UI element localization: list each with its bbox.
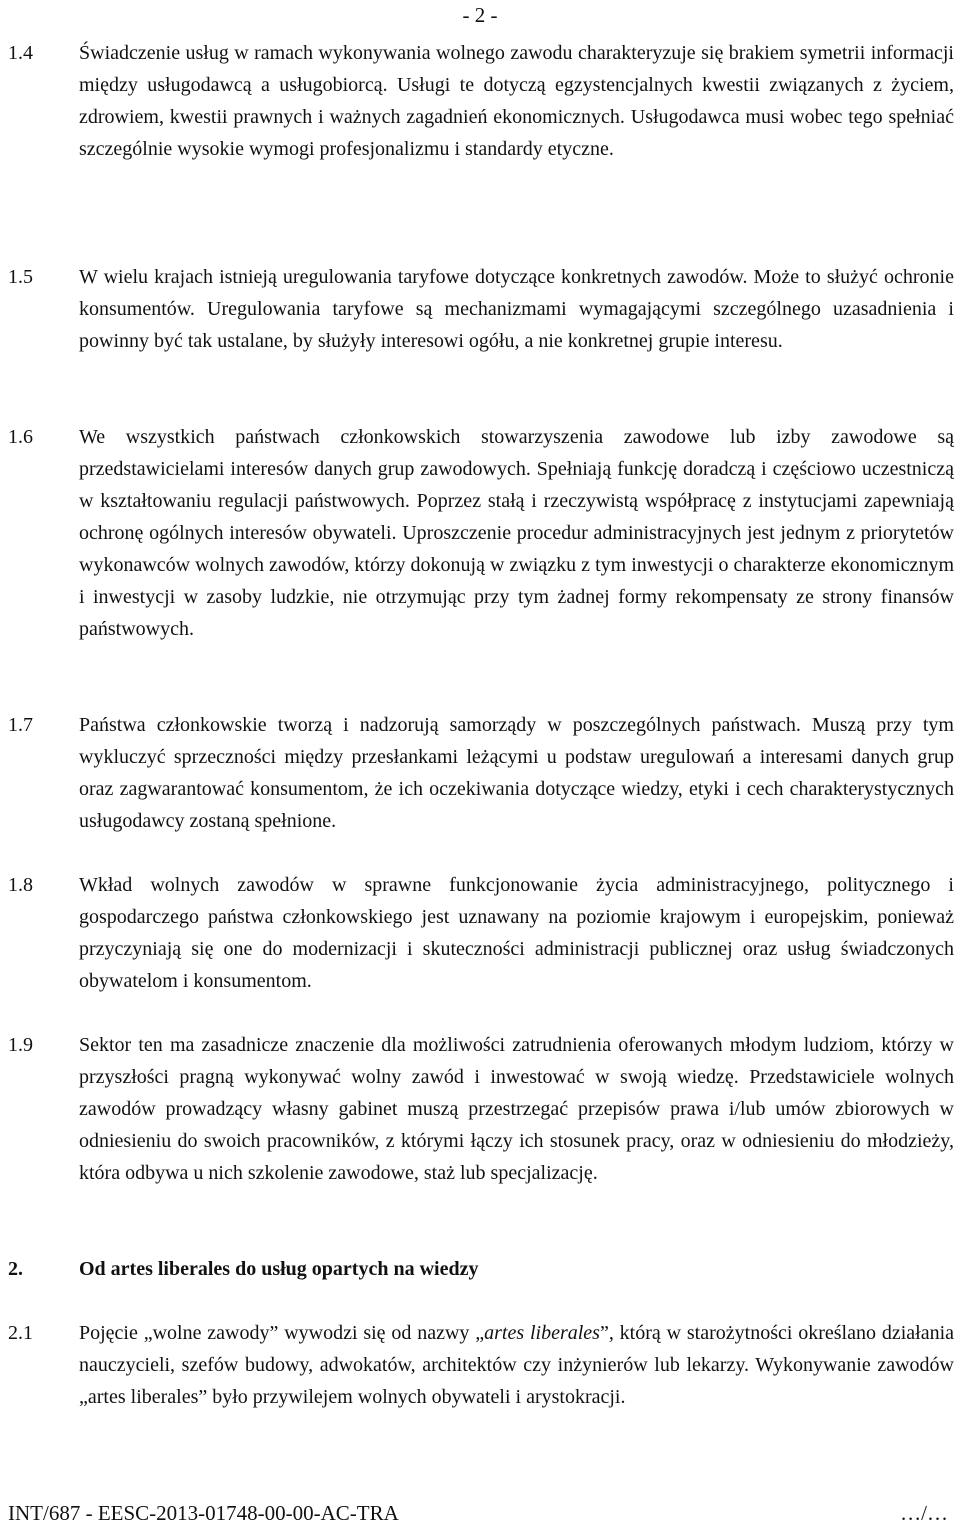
heading-title: Od artes liberales do usług opartych na wiedzy	[79, 1258, 479, 1280]
page-continuation-marker: …/…	[900, 1501, 948, 1525]
section-number: 1.6	[8, 426, 33, 448]
section-1-8	[8, 869, 954, 997]
section-1-6	[8, 421, 954, 645]
section-1-5	[8, 261, 954, 357]
section-text: W wielu krajach istnieją uregulowania taryfowe dotyczące konkretnych zawodów. Może to służyć ochronie konsumentów. Uregulowania taryfowe są mechanizmami wymagającymi szczególnego uzasadnienia i powinny być tak ustalane, by służyły interesowi ogółu, a nie konkretnej grupie interesu.	[79, 266, 954, 352]
section-number: 1.5	[8, 266, 33, 288]
section-number: 1.9	[8, 1034, 33, 1056]
text-after: ”, którą w starożytności określano działania nauczycieli, szefów budowy, adwokatów, architektów czy inżynierów lub lekarzy. Wykonywanie zawodów „artes liberales” było przywilejem wolnych obywateli i arystokracji.	[79, 1322, 955, 1408]
heading-number: 2.	[8, 1258, 23, 1280]
section-number: 1.4	[8, 42, 33, 64]
page-number: - 2 -	[462, 3, 498, 27]
section-text: We wszystkich państwach członkowskich stowarzyszenia zawodowe lub izby zawodowe są przedstawicielami interesów danych grup zawodowych. Spełniają funkcję doradczą i częściowo uczestniczą w kształtowaniu regulacji państwowych. Poprzez stałą i rzeczywistą współpracę z instytucjami zapewniają ochronę ogólnych interesów obywateli. Uproszczenie procedur administracyjnych jest jednym z priorytetów wykonawców wolnych zawodów, którzy dokonują w związku z tym inwestycji o charakterze ekonomicznym i inwestycji w zasoby ludzkie, nie otrzymując przy tym żadnej formy rekompensaty ze strony finansów państwowych.	[79, 426, 954, 640]
section-text: Państwa członkowskie tworzą i nadzorują samorządy w poszczególnych państwach. Muszą przy tym wykluczyć sprzeczności między przesłankami leżącymi u podstaw uregulowań a interesami danych grup oraz zagwarantować konsumentom, że ich oczekiwania dotyczące wiedzy, etyki i cech charakterystycznych usługodawcy zostaną spełnione.	[79, 714, 954, 832]
italic-term: artes liberales	[484, 1322, 600, 1344]
section-1-7	[8, 709, 954, 837]
document-reference: INT/687 - EESC-2013-01748-00-00-AC-TRA	[8, 1501, 399, 1525]
section-1-4	[8, 37, 954, 165]
section-number: 2.1	[8, 1322, 33, 1344]
section-heading-2	[8, 1253, 954, 1285]
section-number: 1.8	[8, 874, 33, 896]
section-text: Sektor ten ma zasadnicze znaczenie dla możliwości zatrudnienia oferowanych młodym ludziom, którzy w przyszłości pragną wykonywać wolny zawód i inwestować w swoją wiedzę. Przedstawiciele wolnych zawodów prowadzący własny gabinet muszą przestrzegać przepisów prawa i/lub umów zbiorowych w odniesieniu do swoich pracowników, z którymi łączy ich stosunek pracy, oraz w odniesieniu do młodzieży, która odbywa u nich szkolenie zawodowe, staż lub specjalizację.	[79, 1034, 954, 1184]
text-before: Pojęcie „wolne zawody” wywodzi się od nazwy „	[79, 1322, 485, 1344]
section-text	[79, 1317, 954, 1413]
section-text: Wkład wolnych zawodów w sprawne funkcjonowanie życia administracyjnego, politycznego i gospodarczego państwa członkowskiego jest uznawany na poziomie krajowym i europejskim, ponieważ przyczyniają się one do modernizacji i skuteczności administracji publicznej oraz usług świadczonych obywatelom i konsumentom.	[79, 874, 954, 992]
section-number: 1.7	[8, 714, 33, 736]
section-2-1	[8, 1317, 954, 1413]
section-text: Świadczenie usług w ramach wykonywania wolnego zawodu charakteryzuje się brakiem symetrii informacji między usługodawcą a usługobiorcą. Usługi te dotyczą egzystencjalnych kwestii związanych z życiem, zdrowiem, kwestii prawnych i ważnych zagadnień ekonomicznych. Usługodawca musi wobec tego spełniać szczególnie wysokie wymogi profesjonalizmu i standardy etyczne.	[79, 42, 954, 160]
section-1-9	[8, 1029, 954, 1189]
